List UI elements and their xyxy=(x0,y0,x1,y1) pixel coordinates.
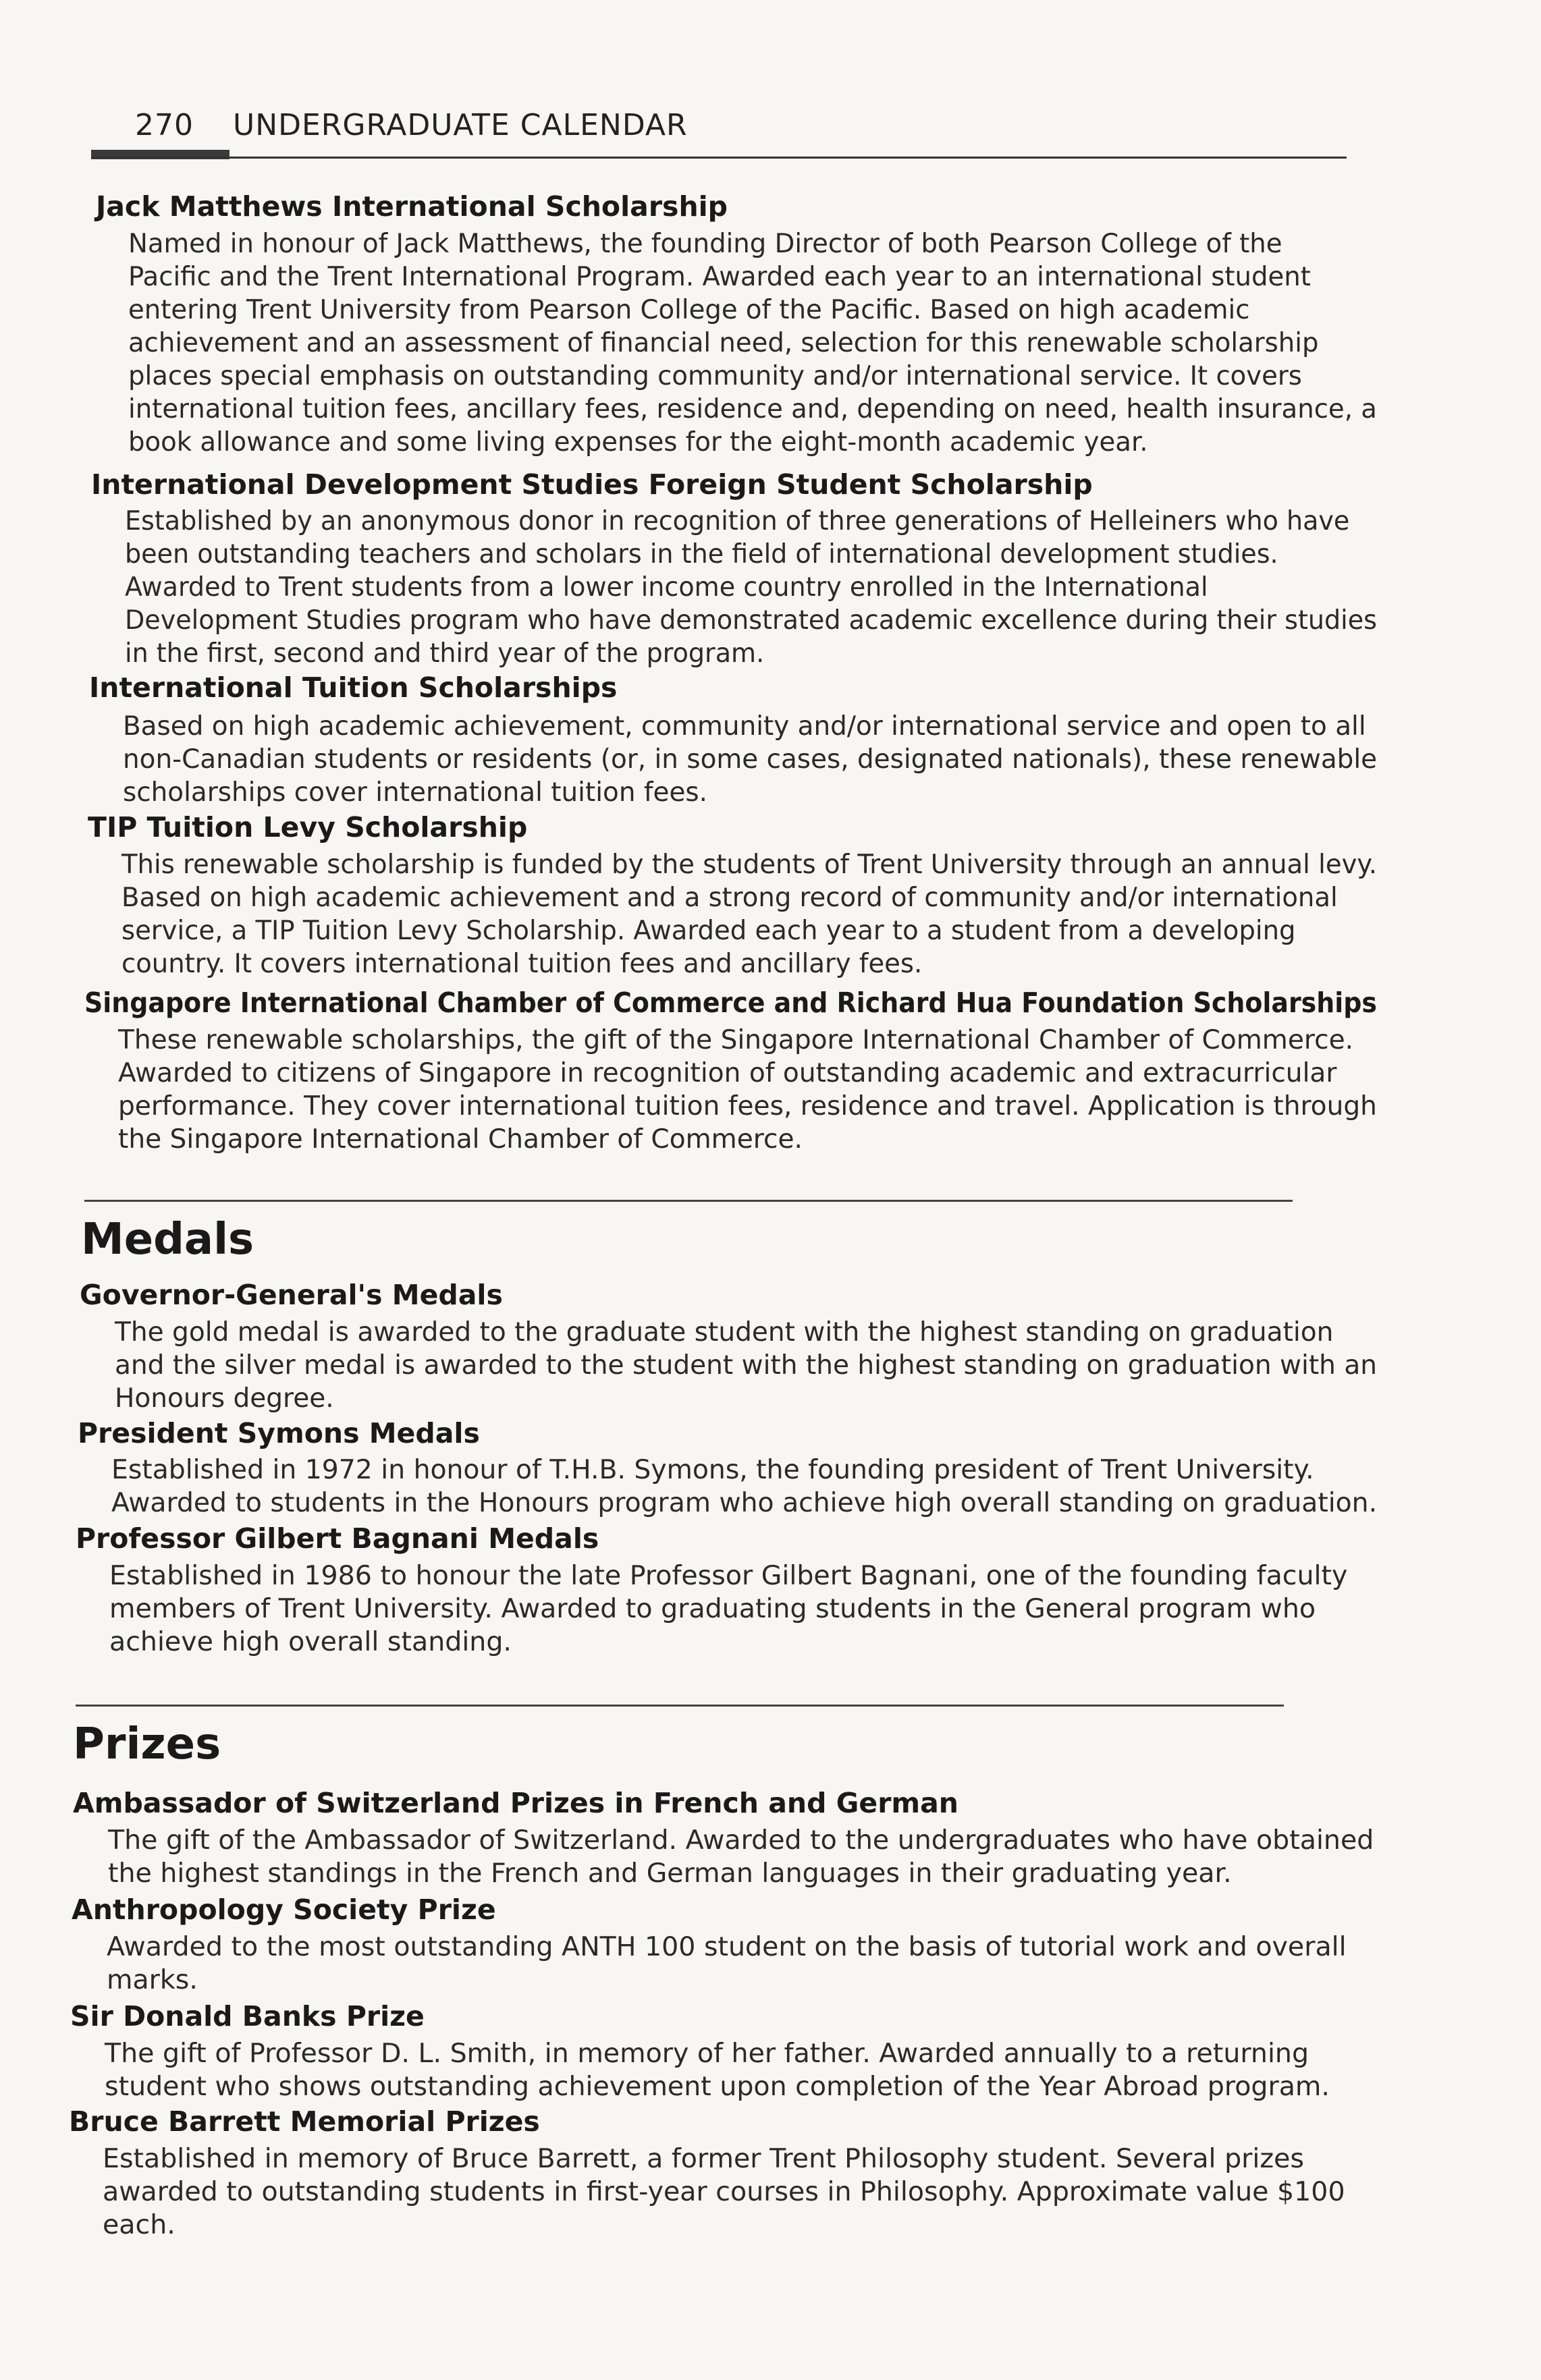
header-rule xyxy=(91,157,1347,159)
body-line: places special emphasis on outstanding community and/or international service. It covers xyxy=(128,360,1302,391)
entry-body xyxy=(121,848,1377,980)
entry-body xyxy=(123,710,1377,809)
body-line: each. xyxy=(103,2209,175,2240)
entry-body xyxy=(125,505,1377,670)
body-line: Based on high academic achievement, community and/or international service and open to all xyxy=(123,711,1366,742)
entry-body xyxy=(105,2037,1330,2103)
body-line: service, a TIP Tuition Levy Scholarship. Awarded each year to a student from a developing xyxy=(121,915,1296,946)
body-line: achieve high overall standing. xyxy=(109,1626,512,1657)
entry-body xyxy=(108,1824,1374,1890)
body-line: non-Canadian students or residents (or, in some cases, designated nationals), these renewable xyxy=(123,744,1378,775)
body-line: Development Studies program who have demonstrated academic excellence during their studies xyxy=(125,605,1377,636)
body-line: The gold medal is awarded to the graduate student with the highest standing on graduation xyxy=(115,1317,1334,1348)
body-line: Awarded to Trent students from a lower income country enrolled in the International xyxy=(125,572,1208,603)
body-line: country. It covers international tuition fees and ancillary fees. xyxy=(121,948,923,979)
entry-title: International Development Studies Foreign Student Scholarship xyxy=(91,468,1093,501)
body-line: The gift of Professor D. L. Smith, in memory of her father. Awarded annually to a returning xyxy=(105,2038,1309,2069)
body-line: Established in 1986 to honour the late Professor Gilbert Bagnani, one of the founding faculty xyxy=(109,1560,1348,1591)
body-line: entering Trent University from Pearson College of the Pacific. Based on high academic xyxy=(128,294,1250,325)
body-line: This renewable scholarship is funded by the students of Trent University through an annual levy. xyxy=(121,849,1377,880)
running-title: UNDERGRADUATE CALENDAR xyxy=(232,108,688,142)
body-line: and the silver medal is awarded to the student with the highest standing on graduation with an xyxy=(115,1350,1378,1381)
body-line: marks. xyxy=(107,1964,198,1995)
body-line: Awarded to citizens of Singapore in recognition of outstanding academic and extracurricular xyxy=(118,1057,1337,1088)
body-line: Awarded to students in the Honours program who achieve high overall standing on graduation. xyxy=(111,1487,1378,1518)
body-line: book allowance and some living expenses for the eight-month academic year. xyxy=(128,426,1148,458)
body-line: in the first, second and third year of the program. xyxy=(125,638,765,669)
entry-title: International Tuition Scholarships xyxy=(89,671,618,704)
body-line: international tuition fees, ancillary fees, residence and, depending on need, health insurance, a xyxy=(128,393,1377,424)
entry-body xyxy=(118,1024,1377,1156)
body-line: These renewable scholarships, the gift of the Singapore International Chamber of Commerce. xyxy=(118,1024,1354,1055)
entry-title: Bruce Barrett Memorial Prizes xyxy=(69,2105,540,2138)
section-separator xyxy=(76,1705,1284,1707)
body-line: the highest standings in the French and German languages in their graduating year. xyxy=(108,1858,1232,1889)
section-separator xyxy=(84,1200,1293,1202)
body-line: student who shows outstanding achievement upon completion of the Year Abroad program. xyxy=(105,2071,1330,2102)
body-line: Honours degree. xyxy=(115,1383,334,1414)
entry-body xyxy=(128,227,1377,459)
body-line: been outstanding teachers and scholars in the field of international development studies. xyxy=(125,538,1278,570)
entry-body xyxy=(107,1931,1347,1997)
entry-body xyxy=(111,1454,1377,1520)
entry-body xyxy=(103,2142,1345,2242)
body-line: Named in honour of Jack Matthews, the founding Director of both Pearson College of the xyxy=(128,228,1282,259)
entry-title: Jack Matthews International Scholarship xyxy=(96,190,728,223)
section-heading-medals: Medals xyxy=(81,1215,254,1265)
entry-body xyxy=(109,1559,1347,1659)
body-line: performance. They cover international tuition fees, residence and travel. Application is through xyxy=(118,1090,1377,1122)
body-line: Based on high academic achievement and a strong record of community and/or international xyxy=(121,882,1338,913)
body-line: awarded to outstanding students in first-year courses in Philosophy. Approximate value $100 xyxy=(103,2176,1345,2207)
body-line: The gift of the Ambassador of Switzerland. Awarded to the undergraduates who have obtained xyxy=(108,1825,1374,1856)
page-number: 270 xyxy=(135,108,194,142)
body-line: Established in 1972 in honour of T.H.B. Symons, the founding president of Trent University. xyxy=(111,1454,1314,1485)
body-line: achievement and an assessment of financial need, selection for this renewable scholarship xyxy=(128,327,1319,358)
body-line: the Singapore International Chamber of Commerce. xyxy=(118,1124,803,1155)
entry-title: TIP Tuition Levy Scholarship xyxy=(88,811,528,843)
entry-title: Singapore International Chamber of Commerce and Richard Hua Foundation Scholarships xyxy=(84,987,1377,1019)
section-heading-prizes: Prizes xyxy=(73,1719,221,1769)
body-line: members of Trent University. Awarded to graduating students in the General program who xyxy=(109,1593,1316,1624)
entry-title: Ambassador of Switzerland Prizes in French and German xyxy=(73,1787,958,1819)
body-line: Established in memory of Bruce Barrett, a former Trent Philosophy student. Several prizes xyxy=(103,2143,1304,2174)
running-header xyxy=(135,108,688,142)
entry-title: Governor-General's Medals xyxy=(80,1279,503,1311)
body-line: Pacific and the Trent International Program. Awarded each year to an international student xyxy=(128,261,1311,292)
body-line: scholarships cover international tuition fees. xyxy=(123,777,708,808)
entry-body xyxy=(115,1316,1377,1415)
entry-title: Anthropology Society Prize xyxy=(72,1893,496,1926)
entry-title: President Symons Medals xyxy=(78,1417,480,1449)
body-line: Established by an anonymous donor in recognition of three generations of Helleiners who have xyxy=(125,505,1350,536)
body-line: Awarded to the most outstanding ANTH 100 student on the basis of tutorial work and overall xyxy=(107,1931,1347,1962)
entry-title: Professor Gilbert Bagnani Medals xyxy=(76,1522,599,1555)
entry-title: Sir Donald Banks Prize xyxy=(70,2000,425,2032)
